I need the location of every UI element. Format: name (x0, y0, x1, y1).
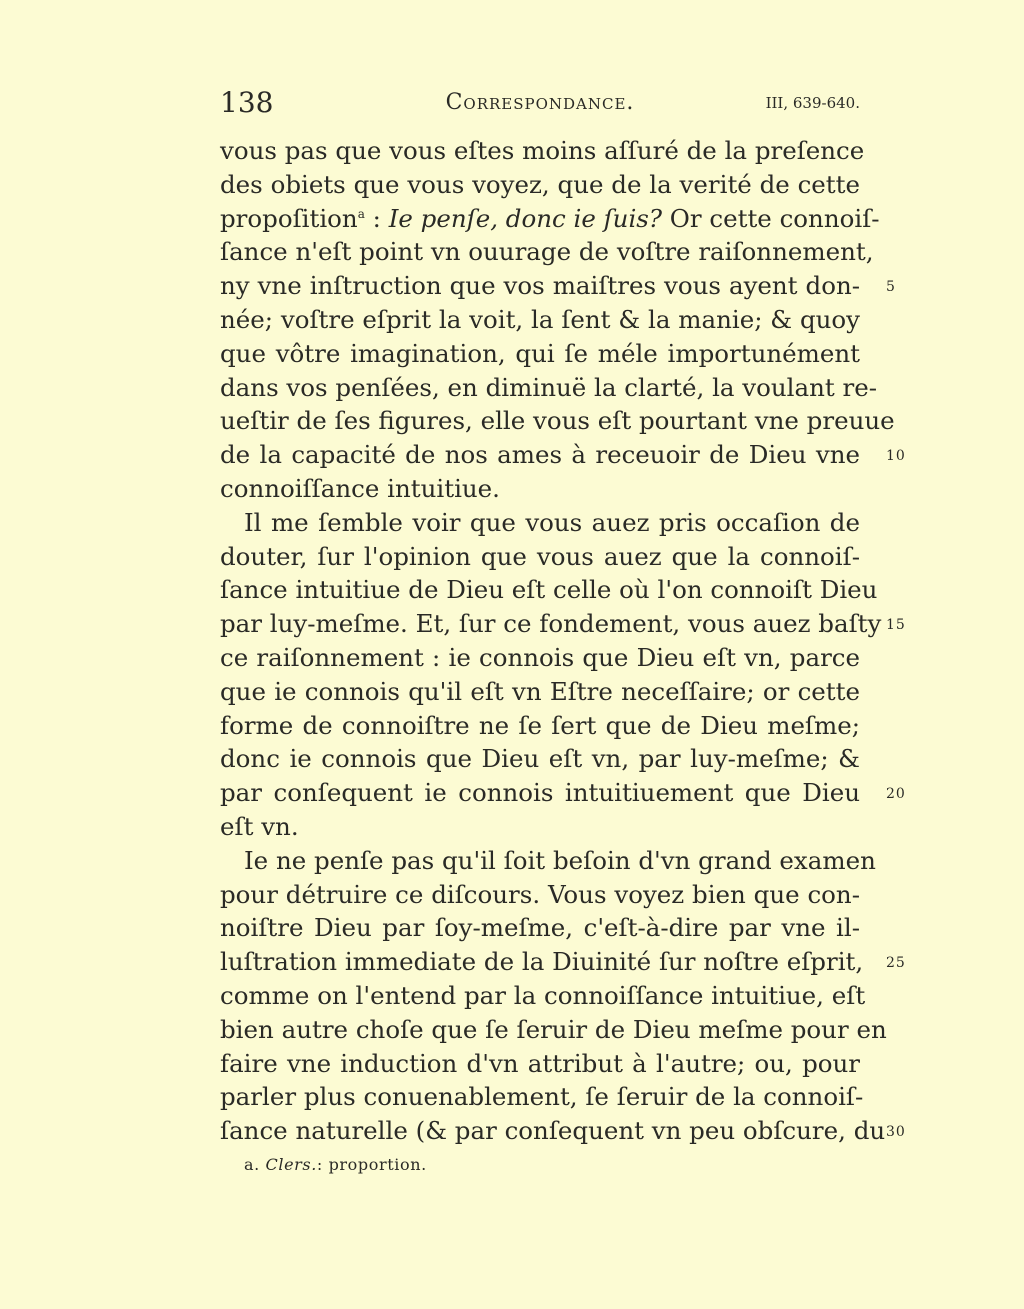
text-line (220, 607, 906, 641)
line-number: 10 (886, 448, 906, 465)
text-line (220, 371, 878, 405)
line-text: connoiſſance intuitiue. (220, 473, 500, 503)
text-line (220, 303, 860, 337)
line-text: ſance naturelle (& par conſequent vn peu obſcure, du (220, 1116, 886, 1146)
footnote-reference: a (357, 206, 365, 221)
line-number: 30 (886, 1124, 906, 1141)
line-text: donc ie connois que Dieu eſt vn, par luy-meſme; & (220, 744, 860, 774)
line-number: 20 (886, 786, 906, 803)
line-text: née; voſtre eſprit la voit, la ſent & la manie; & quoy (220, 304, 860, 334)
line-text: ſance n'eſt point vn ouurage de voſtre raiſonnement, (220, 237, 874, 267)
line-text: Or cette connoiſ- (662, 203, 880, 233)
line-text: propoſition (220, 203, 358, 233)
text-line (220, 404, 895, 438)
volume-reference: III, 639-640. (765, 94, 860, 112)
line-text: faire vne induction d'vn attribut à l'autre; ou, pour (220, 1048, 860, 1078)
line-text: ſance intuitiue de Dieu eſt celle où l'on connoiſt Dieu (220, 575, 878, 605)
line-text: luſtration immediate de la Diuinité ſur noſtre eſprit, (220, 947, 864, 977)
line-text: pour détruire ce diſcours. Vous voyez bien que con- (220, 879, 860, 909)
text-line (220, 235, 874, 269)
line-text: Ie ne penſe pas qu'il ſoit beſoin d'vn grand examen (244, 845, 876, 875)
text-line (220, 709, 860, 743)
footnote-source: Clers. (265, 1155, 317, 1174)
line-text: de la capacité de nos ames à receuoir de Dieu vne (220, 440, 860, 470)
line-text: dans vos penſées, en diminuë la clarté, la voulant re- (220, 372, 878, 402)
running-title: Correspondance. (445, 90, 635, 115)
text-line (220, 1114, 906, 1148)
text-line (220, 540, 860, 574)
text-line (220, 979, 866, 1013)
line-text: forme de connoiſtre ne ſe ſert que de Dieu meſme; (220, 710, 860, 740)
text-line (220, 573, 878, 607)
footnote-text: : proportion. (316, 1155, 427, 1174)
line-text: par luy-meſme. Et, ſur ce fondement, vous auez baſty (220, 609, 882, 639)
line-number: 15 (886, 617, 906, 634)
line-text: bien autre choſe que ſe ſeruir de Dieu meſme pour en (220, 1014, 887, 1044)
line-text: Il me ſemble voir que vous auez pris occaſion de (244, 507, 860, 537)
text-line (220, 337, 860, 371)
line-text: ueſtir de ſes figures, elle vous eſt pourtant vne preuue (220, 406, 895, 436)
body-text (220, 134, 906, 1148)
page-header (220, 86, 860, 126)
line-text: parler plus conuenablement, ſe ſeruir de la connoiſ- (220, 1082, 864, 1112)
text-line (220, 472, 860, 506)
text-line (220, 438, 906, 472)
italic-quote: Ie penſe, donc ie ſuis? (388, 203, 663, 233)
text-line (220, 1047, 860, 1081)
line-text: comme on l'entend par la connoiſſance intuitiue, eſt (220, 980, 866, 1010)
line-text: que vôtre imagination, qui ſe méle importunément (220, 338, 860, 368)
line-text: eſt vn. (220, 811, 299, 841)
text-line (220, 202, 880, 236)
text-line (220, 776, 906, 810)
text-line (220, 269, 896, 303)
page-number: 138 (220, 86, 274, 119)
text-line (220, 878, 860, 912)
text-line (220, 506, 860, 540)
line-text: ny vne inſtruction que vos maiſtres vous ayent don- (220, 271, 860, 301)
line-text: que ie connois qu'il eſt vn Eſtre neceſſaire; or cette (220, 676, 860, 706)
text-line (220, 134, 865, 168)
text-line (220, 810, 860, 844)
text-line (220, 844, 876, 878)
line-text: ce raiſonnement : ie connois que Dieu eſt vn, parce (220, 642, 860, 672)
footnote (244, 1155, 427, 1174)
text-line (220, 641, 860, 675)
line-number: 5 (886, 279, 896, 296)
text-line (220, 945, 906, 979)
line-text: des obiets que vous voyez, que de la verité de cette (220, 169, 860, 199)
text-line (220, 168, 860, 202)
text-line (220, 1013, 887, 1047)
line-text: noiſtre Dieu par ſoy-meſme, c'eſt-à-dire par vne il- (220, 913, 860, 943)
line-text: : (364, 203, 389, 233)
text-line (220, 742, 860, 776)
line-number: 25 (886, 955, 906, 972)
text-line (220, 675, 860, 709)
text-line (220, 911, 860, 945)
line-text: douter, ſur l'opinion que vous auez que la connoiſ- (220, 541, 860, 571)
line-text: vous pas que vous eſtes moins aſſuré de la preſence (220, 136, 865, 165)
line-text: par conſequent ie connois intuitiuement que Dieu (220, 778, 860, 808)
text-line (220, 1080, 864, 1114)
footnote-marker: a. (244, 1155, 260, 1174)
